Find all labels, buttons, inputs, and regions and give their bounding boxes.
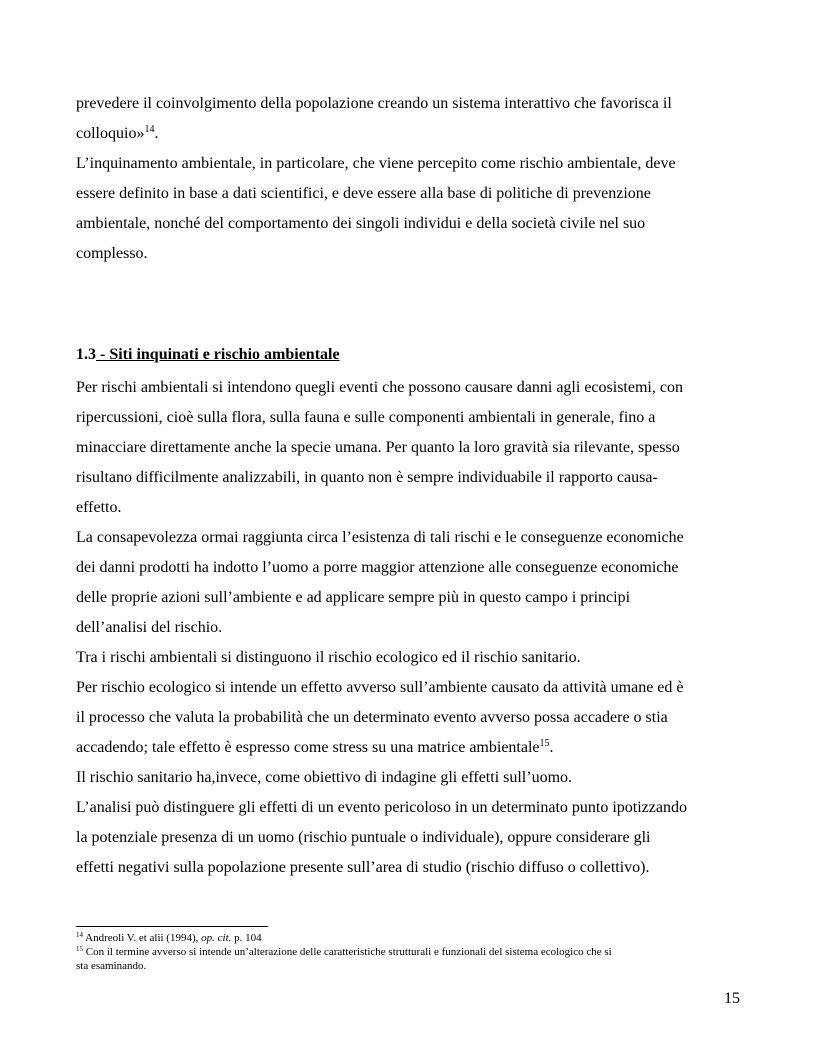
intro-paragraph [76,89,742,269]
footnote-14: $^{14}$ Andreoli V. et alii (1994), op. cit. p. 104 [76,931,262,944]
section-number: 1.3 [76,346,96,363]
text-line: ambientale, nonché del comportamento dei singoli individui e della società civile nel suo [76,215,646,232]
footnote-ref-14[interactable]: 14 [144,124,155,135]
page-number: 15 [724,990,740,1007]
text-line: delle proprie azioni sull’ambiente e ad applicare sempre più in questo campo i principi [76,589,631,606]
text-line: Per rischio ecologico si intende un effetto avverso sull’ambiente causato da attività umane ed è [76,679,684,696]
section-title: - Siti inquinati e rischio ambientale [96,346,340,363]
document-page [76,0,742,1056]
text-line: accadendo; tale effetto è espresso come stress su una matrice ambientale$^{15}$. [76,738,554,756]
text-line: essere definito in base a dati scientifici, e deve essere alla base di politiche di prevenzione [76,185,651,202]
section-heading [76,340,340,370]
text-line: Tra i rischi ambientali si distinguono il rischio ecologico ed il rischio sanitario. [76,649,581,666]
footnote-15: $^{15}$ Con il termine avverso si intende un’alterazione delle caratteristiche strutturali e funzionali del sistema ecologico che si sta esaminando. [76,945,612,972]
text-line: complesso. [76,245,148,262]
text-line: ripercussioni, cioè sulla flora, sulla fauna e sulle componenti ambientali in generale, fino a [76,409,656,426]
text-line: prevedere il coinvolgimento della popolazione creando un sistema interattivo che favorisca il [76,95,672,112]
text-line: minacciare direttamente anche la specie umana. Per quanto la loro gravità sia rilevante, spesso [76,439,680,456]
footnotes [76,931,742,973]
footnote-ref-15[interactable]: 15 [539,738,550,749]
text-line: il processo che valuta la probabilità che un determinato evento avverso possa accadere o stia [76,709,668,726]
footnote-separator [76,926,268,927]
text-line: La consapevolezza ormai raggiunta circa l’esistenza di tali rischi e le conseguenze economiche [76,529,684,546]
section-body [76,373,742,883]
text-line: dei danni prodotti ha indotto l’uomo a porre maggior attenzione alle conseguenze economiche [76,559,679,576]
text-line: risultano difficilmente analizzabili, in quanto non è sempre individuabile il rapporto causa- [76,469,658,486]
text-line: effetto. [76,499,122,516]
text-line: colloquio»$^{14}$. [76,124,159,142]
text-line: dell’analisi del rischio. [76,619,223,636]
text-line: la potenziale presenza di un uomo (rischio puntuale o individuale), oppure considerare gli [76,829,651,846]
text-line: effetti negativi sulla popolazione presente sull’area di studio (rischio diffuso o collettivo). [76,859,650,876]
text-line: Il rischio sanitario ha,invece, come obiettivo di indagine gli effetti sull’uomo. [76,769,573,786]
text-line: Per rischi ambientali si intendono quegli eventi che possono causare danni agli ecosistemi, con [76,379,683,396]
text-line: L’analisi può distinguere gli effetti di un evento pericoloso in un determinato punto ipotizzando [76,799,687,816]
text-line: L’inquinamento ambientale, in particolare, che viene percepito come rischio ambientale, deve [76,155,676,172]
